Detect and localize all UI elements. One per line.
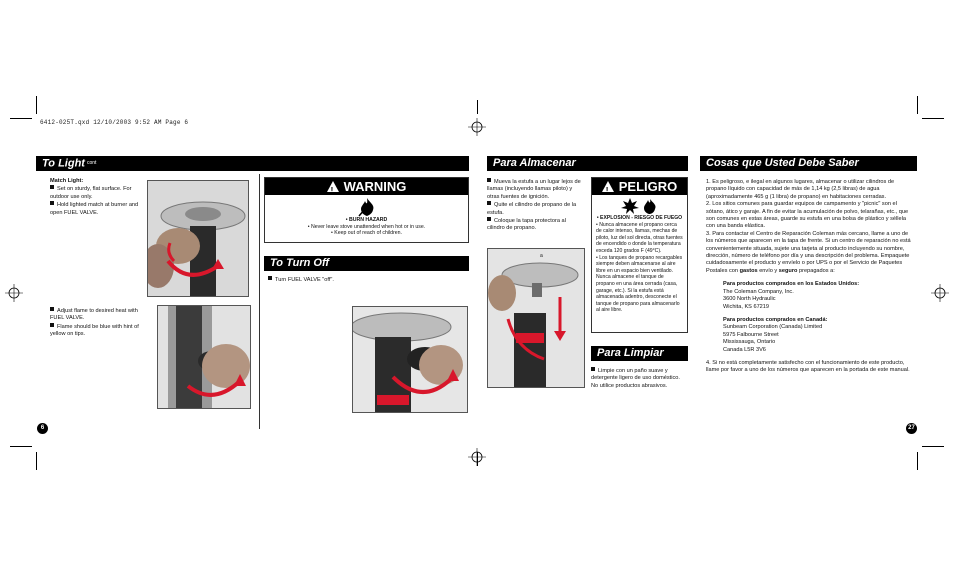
file-slug: 6412-025T.qxd 12/10/2003 9:52 AM Page 6 <box>40 119 189 126</box>
limpiar-text <box>591 367 687 390</box>
crop-mark <box>36 452 37 470</box>
adjust-flame-text <box>50 307 146 339</box>
list-item: Set on sturdy, flat surface. For outdoor use only. <box>50 186 132 200</box>
warning-box <box>264 177 469 243</box>
to-light-suffix: cont <box>86 160 97 166</box>
list-item: Flame should be blue with hint of yellow on tips. <box>50 323 139 338</box>
registration-mark-icon <box>468 118 486 136</box>
peligro-title: PELIGRO <box>618 179 678 194</box>
paragraph: 1. Es peligroso, e ilegal en algunos lugares, almacenar o utilizar cilindros de propano líquido con capacidad de más de 1,14 kg (2,5 libras) de agua (aproximadamente 465 g (1 libra) de propano) en habitaciones cerradas. <box>706 179 895 200</box>
registration-mark-icon <box>5 284 23 302</box>
registration-mark-icon <box>468 448 486 466</box>
turn-off-photo <box>352 306 468 413</box>
paragraph: 4. Si no está completamente satisfecho con el funcionamiento de este producto, llame por favor a uno de los números que aparecen en la portada de este manual. <box>706 359 910 374</box>
list-item: Coloque la tapa protectora al cilindro de propano. <box>487 218 566 232</box>
to-turn-off-header: To Turn Off <box>264 256 469 271</box>
warning-triangle-icon <box>602 181 614 192</box>
column-divider <box>259 174 260 429</box>
storage-photo <box>487 248 585 388</box>
match-light-label: Match Light: <box>50 178 84 184</box>
turn-off-illustration <box>353 307 467 412</box>
explosion-fire-icon <box>620 197 660 215</box>
crop-mark <box>10 446 32 447</box>
canada-address: Para productos comprados en Canadá: Sunbeam Corporation (Canada) Limited 5975 Falbourne Street Mississauga, Ontario Canada L5R 3V6 <box>723 316 828 353</box>
warning-title-bar <box>265 178 468 195</box>
list-item: • Never leave stove unattended when hot or in use. <box>307 223 426 230</box>
list-item: Turn FUEL VALVE "off". <box>268 276 348 284</box>
warning-title: WARNING <box>343 179 407 194</box>
explosion-hazard-title: • EXPLOSION - RIESGO DE FUEGO <box>596 215 683 221</box>
photo-label-a: a <box>540 253 543 259</box>
crop-mark <box>917 96 918 114</box>
page-number-left: 6 <box>37 423 48 434</box>
list-item: • Los tanques de propano recargables siempre deben almacenarse al aire libre en un espacio bien ventilado. Nunca almacene el tanque de propano en una área cerrada (casa, garage, etc.). Si la estufa está almacenada adentro, desconecte el tanque de propano para almacenarlo al aire libre. <box>596 254 683 314</box>
list-item: Quite el cilindro de propano de la estufa. <box>487 202 577 216</box>
paragraph: 2. Los sitios comunes para guardar equipos de campamento y "picnic" son el sótano, ático y garaje. A fin de evitar la acumulación de polvo, telarañas, etc., que son comunes en estas áreas, guarde su estufa en una bolsa de plástico y séllela con una banda elástica. <box>706 201 909 230</box>
crop-mark <box>477 100 478 114</box>
warning-triangle-icon <box>327 181 339 192</box>
peligro-box <box>591 177 688 333</box>
burn-hazard-title: • BURN HAZARD <box>345 217 388 223</box>
list-item: Adjust flame to desired heat with FUEL VALVE. <box>50 308 138 322</box>
almacenar-text <box>487 178 583 233</box>
cosas-header: Cosas que Usted Debe Saber <box>700 156 917 171</box>
crop-mark <box>922 446 944 447</box>
cosas-text <box>706 179 916 375</box>
burn-hazard-icon <box>356 197 378 217</box>
adjust-flame-photo <box>157 305 251 409</box>
crop-mark <box>36 96 37 114</box>
peligro-title-bar <box>592 178 687 195</box>
turn-off-text <box>268 276 348 284</box>
list-item: Hold lighted match at burner and open FUEL VALVE. <box>50 202 139 216</box>
crop-mark <box>10 118 32 119</box>
paragraph: 3. Para contactar el Centro de Reparación Coleman más cercano, llame a uno de los números que aparecen en la tapa de frente. Si un centro de reparación no está convenientemente situada, sujete una tarjeta al producto incluyendo su nombre, dirección, número de teléfono por día y una descripción del problema. Empaquete cuidadosamente el producto y envíelo o por UPS o por el Servicio de Paquetes Postales con gastos envío y seguro prepagados a: <box>706 230 911 274</box>
to-light-header <box>36 156 469 171</box>
para-almacenar-header: Para Almacenar <box>487 156 688 171</box>
fuel-valve-illustration <box>158 306 250 408</box>
crop-mark <box>917 452 918 470</box>
list-item: Limpie con un paño suave y detergente ligero de uso doméstico. No utilice productos abrasivos. <box>591 368 680 389</box>
page-number-right: 27 <box>906 423 917 434</box>
lighting-photo <box>147 180 249 297</box>
list-item: • Keep out of reach of children. <box>330 230 403 236</box>
list-item: • Nunca almacene el propano cerca de calor intenso, llamas, mechas de piloto, luz del sol directa, otras fuentes de encendido o donde la temperatura exceda 120 grados F (49°C). <box>596 221 683 254</box>
us-address: Para productos comprados en los Estados Unidos: The Coleman Company, Inc. 3600 North Hydraulic Wichita, KS 67219 <box>723 281 860 310</box>
para-limpiar-header: Para Limpiar <box>591 346 688 361</box>
registration-mark-icon <box>931 284 949 302</box>
stove-burner-illustration <box>148 181 248 296</box>
list-item: Mueva la estufa a un lugar lejos de llamas (incluyendo llamas piloto) y otras fuentes de ignición. <box>487 179 581 200</box>
match-light-text <box>50 178 142 217</box>
to-light-title: To Light <box>42 157 85 170</box>
cylinder-removal-illustration <box>488 249 584 387</box>
crop-mark <box>922 118 944 119</box>
